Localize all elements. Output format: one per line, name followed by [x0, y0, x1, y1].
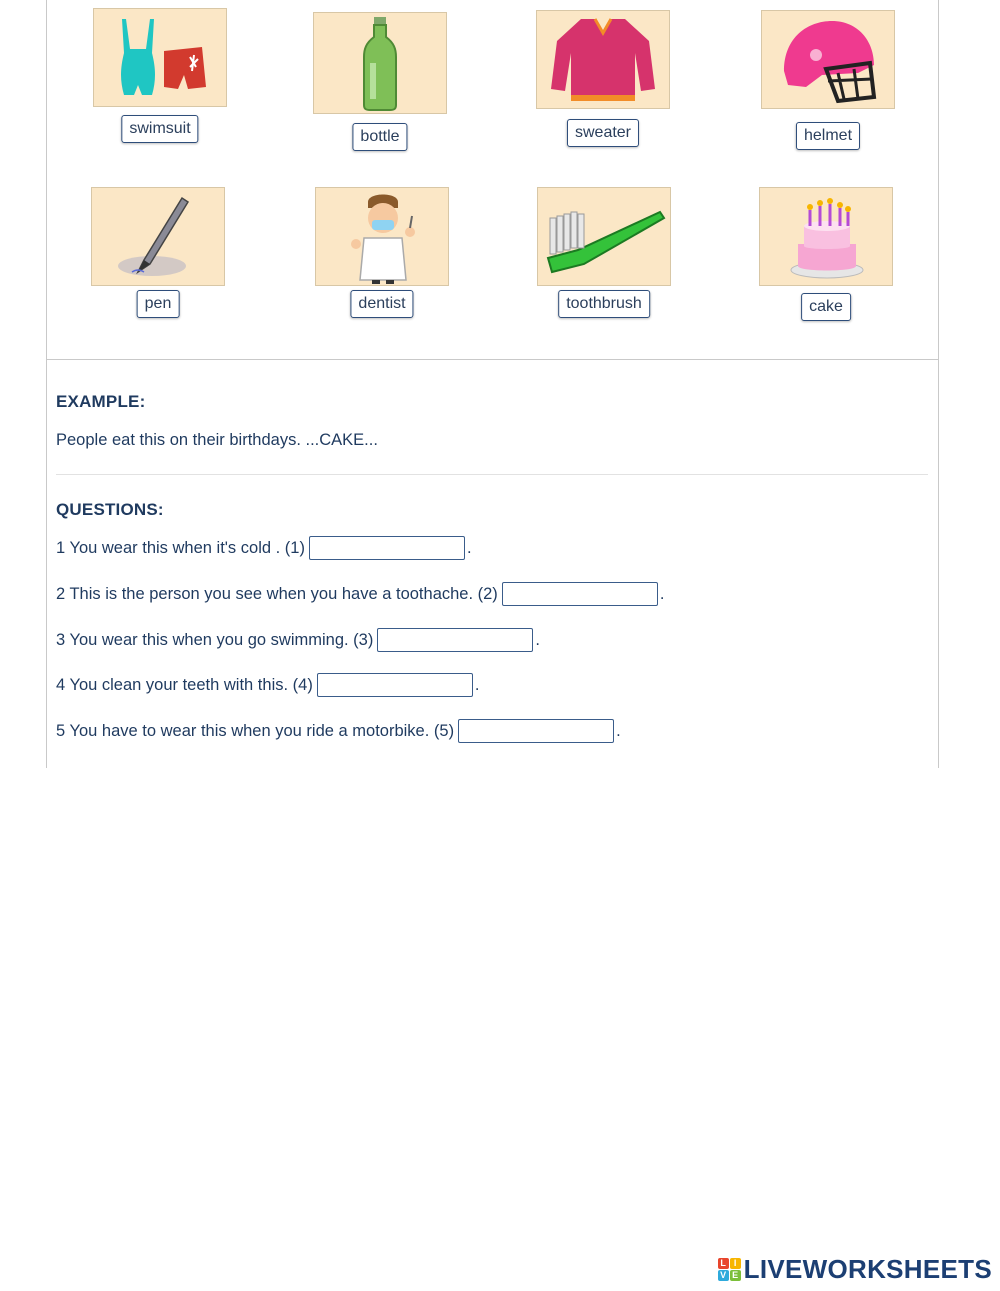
questions-heading: QUESTIONS:	[56, 500, 164, 519]
question-row: 5 You have to wear this when you ride a motorbike. (5) .	[56, 719, 621, 743]
brand-name: LIVEWORKSHEETS	[743, 1254, 992, 1284]
question-row: 3 You wear this when you go swimming. (3) .	[56, 628, 540, 652]
question-text: 2 This is the person you see when you have a toothache. (2)	[56, 584, 498, 603]
brand-mark-letter: I	[730, 1258, 741, 1269]
word-tile[interactable]: dentist	[350, 290, 413, 318]
example-heading: EXAMPLE:	[56, 392, 146, 411]
word-tile[interactable]: toothbrush	[558, 290, 650, 318]
answer-field[interactable]	[377, 628, 533, 652]
swimsuit-icon	[93, 8, 227, 107]
question-row: 1 You wear this when it's cold . (1) .	[56, 536, 472, 560]
answer-field[interactable]	[458, 719, 614, 743]
word-tile[interactable]: helmet	[796, 122, 860, 150]
word-tile[interactable]: pen	[137, 290, 180, 318]
brand-mark-icon	[718, 1258, 741, 1281]
brand-mark-letter: V	[718, 1270, 729, 1281]
bottle-icon	[313, 12, 447, 114]
answer-field[interactable]	[317, 673, 473, 697]
example-text: People eat this on their birthdays. ...CAKE...	[56, 431, 378, 449]
word-tile[interactable]: swimsuit	[121, 115, 198, 143]
pen-icon	[91, 187, 225, 286]
brand-mark-letter: E	[730, 1270, 741, 1281]
question-text: 1 You wear this when it's cold . (1)	[56, 538, 305, 557]
helmet-icon	[761, 10, 895, 109]
question-text: 3 You wear this when you go swimming. (3)	[56, 630, 374, 649]
question-text: 4 You clean your teeth with this. (4)	[56, 675, 313, 694]
section-divider	[56, 474, 928, 475]
word-tile[interactable]: bottle	[352, 123, 407, 151]
cake-icon	[759, 187, 893, 286]
question-row: 4 You clean your teeth with this. (4) .	[56, 673, 479, 697]
brand-mark-letter: L	[718, 1258, 729, 1269]
question-text: 5 You have to wear this when you ride a motorbike. (5)	[56, 721, 455, 740]
answer-field[interactable]	[309, 536, 465, 560]
question-row: 2 This is the person you see when you have a toothache. (2) .	[56, 582, 664, 606]
toothbrush-icon	[537, 187, 671, 286]
word-tile[interactable]: cake	[801, 293, 851, 321]
brand-logo	[718, 1254, 992, 1285]
sweater-icon	[536, 10, 670, 109]
word-tile[interactable]: sweater	[567, 119, 639, 147]
dentist-icon	[315, 187, 449, 286]
answer-field[interactable]	[502, 582, 658, 606]
